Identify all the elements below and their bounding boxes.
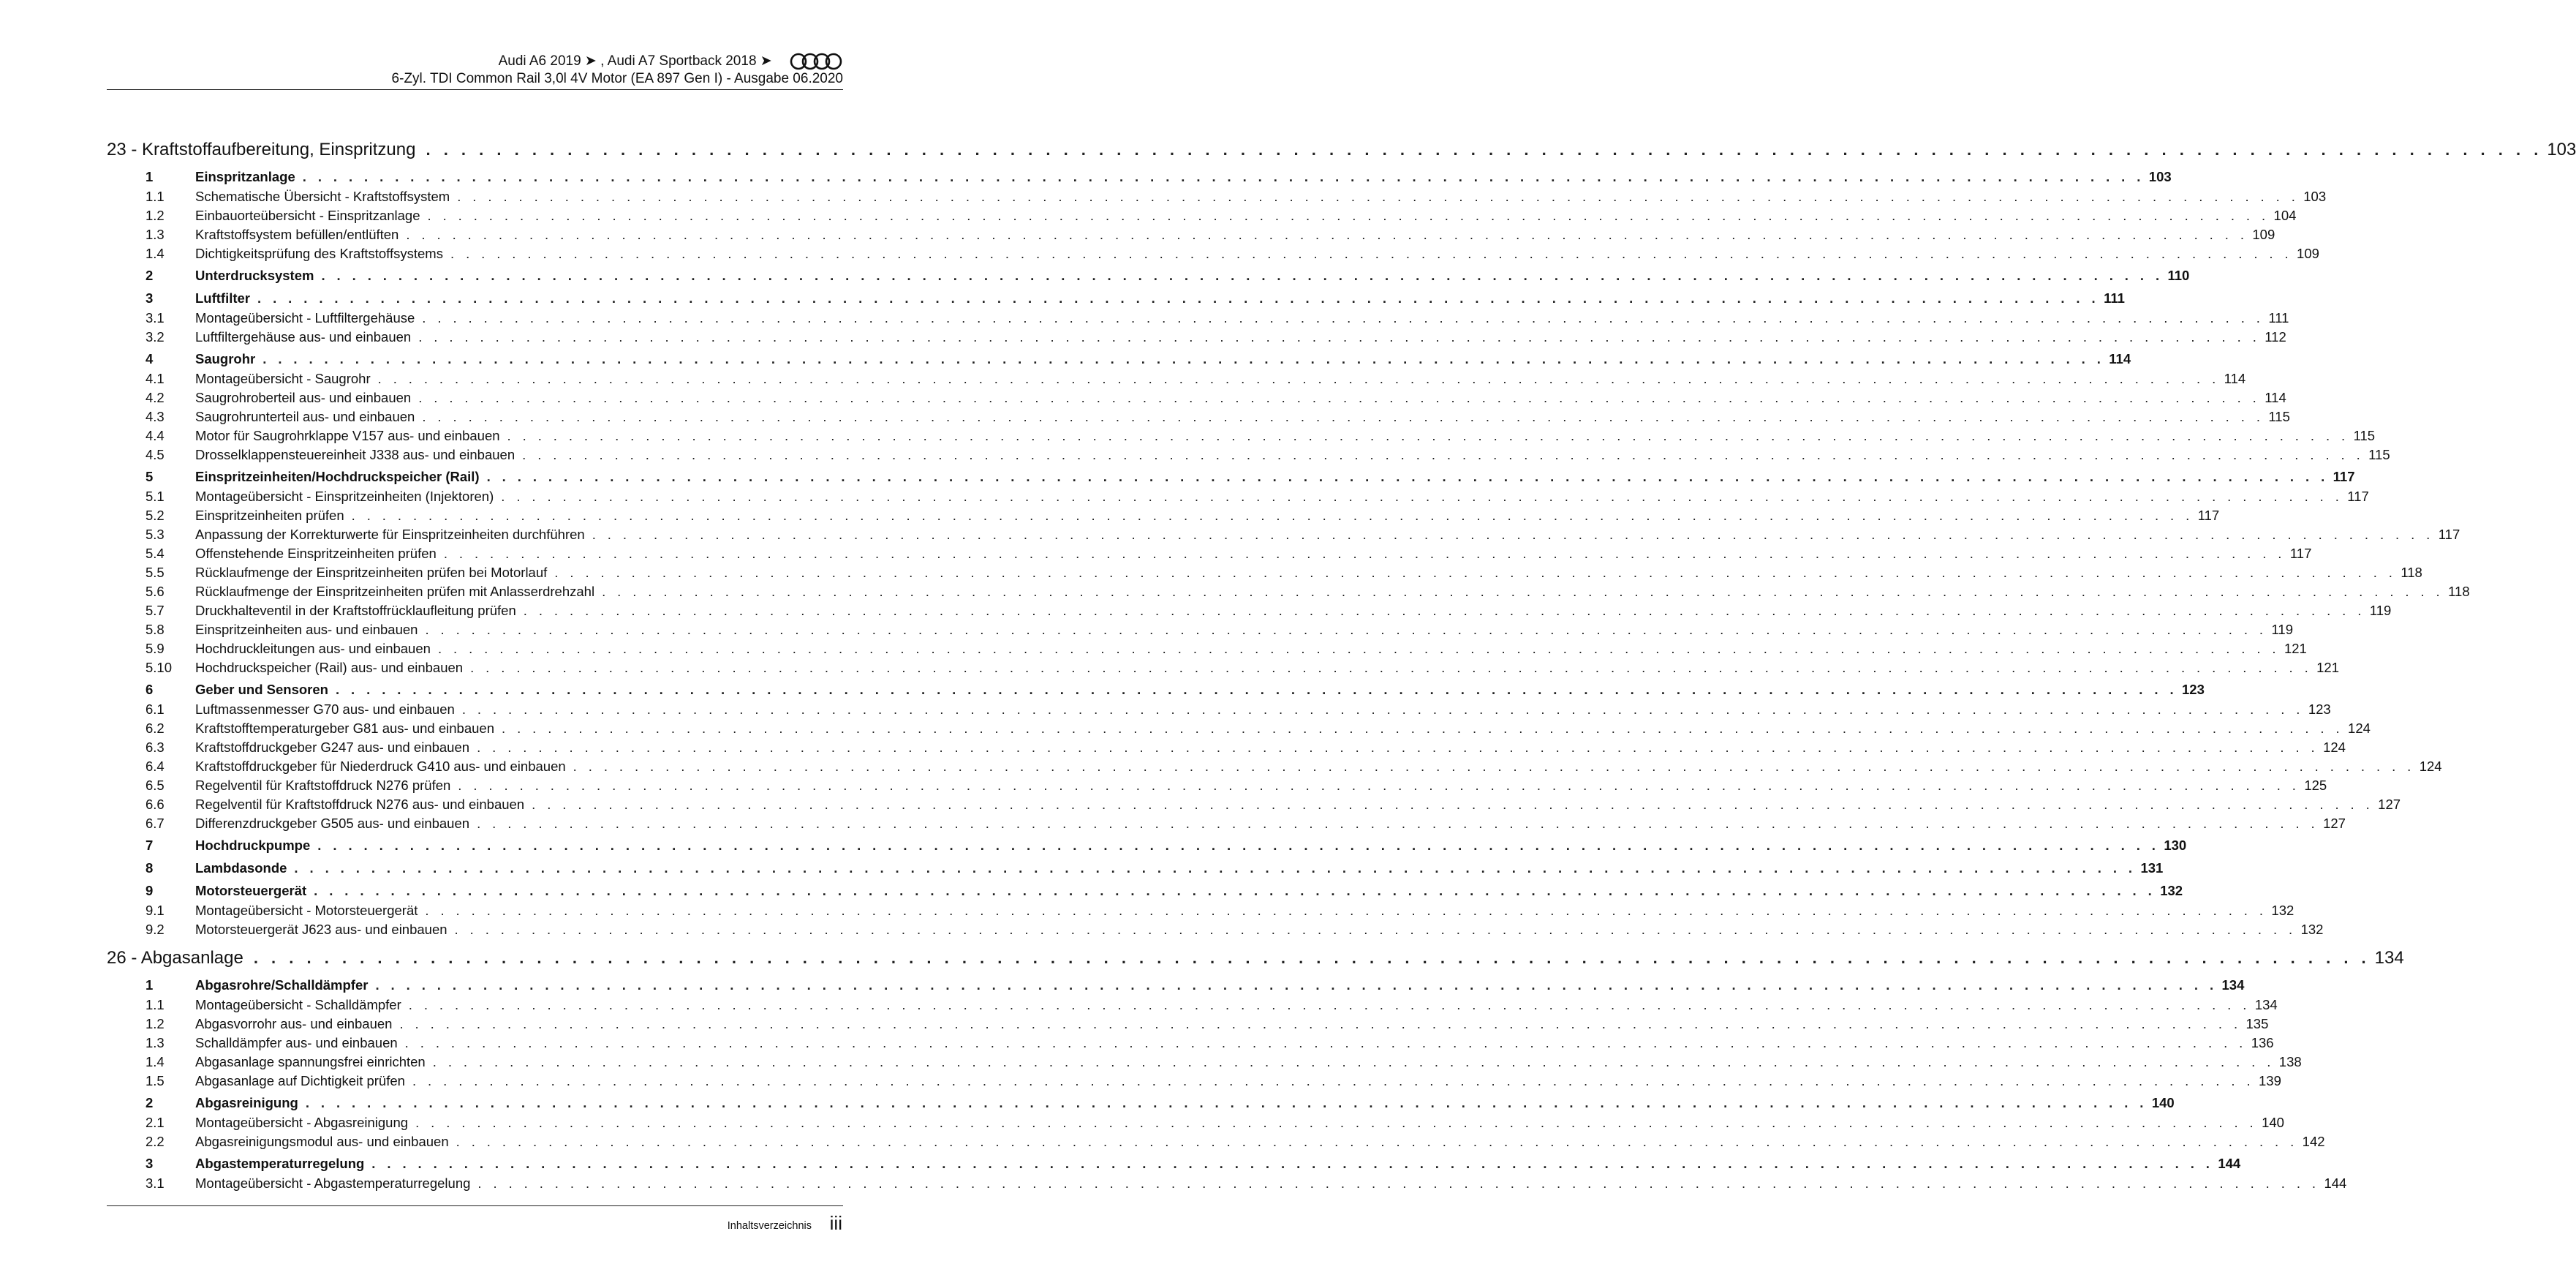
- entry-title: Montageübersicht - Motorsteuergerät: [195, 903, 418, 918]
- entry-page-number: 115: [2368, 447, 2390, 462]
- entry-number: 6.3: [146, 740, 165, 755]
- entry-number: 6.2: [146, 720, 165, 736]
- entry-title: Offenstehende Einspritzeinheiten prüfen: [195, 546, 437, 561]
- entry-page-number: 114: [2265, 390, 2286, 405]
- toc-section[interactable]: [107, 469, 2355, 489]
- entry-title: Motorsteuergerät J623 aus- und einbauen: [195, 922, 447, 937]
- dot-leader: . . . . . . . . . . . . . . . . . . . . . . . . . . . . . . . . . . . . . . . . . . . . . . . . . . . . . . . . . . . . . . . . . . . . . . . . . . . . . . . . . . . . . . . . . . . . . . . . . . . . . . . . . . . . . . . . . . . . . . . .: [461, 701, 2304, 717]
- entry-number: 3: [146, 290, 154, 306]
- entry-page-number: 103: [2547, 140, 2576, 159]
- entry-title: Montageübersicht - Luftfiltergehäuse: [195, 310, 415, 326]
- toc-subsection[interactable]: [107, 227, 2275, 246]
- dot-leader: . . . . . . . . . . . . . . . . . . . . . . . . . . . . . . . . . . . . . . . . . . . . . . . . . . . . . . . . . . . . . . . . . . . . . . . . . . . . . . . . . . . . . . . . . . . . . . . . . . . . . . . . . . . . . . . . . . . . . . . .: [426, 140, 2543, 159]
- entry-page-number: 142: [2302, 1134, 2325, 1149]
- entry-number: 1.4: [146, 246, 165, 261]
- entry-title: Differenzdruckgeber G505 aus- und einbauen: [195, 816, 470, 831]
- toc-chapter[interactable]: [107, 948, 2404, 974]
- dot-leader: . . . . . . . . . . . . . . . . . . . . . . . . . . . . . . . . . . . . . . . . . . . . . . . . . . . . . . . . . . . . . . . . . . . . . . . . . . . . . . . . . . . . . . . . . . . . . . . . . . . . . . . . . . . . . . . . . . . . . . . .: [253, 949, 2371, 967]
- dot-leader: . . . . . . . . . . . . . . . . . . . . . . . . . . . . . . . . . . . . . . . . . . . . . . . . . . . . . . . . . . . . . . . . . . . . . . . . . . . . . . . . . . . . . . . . . . . . . . . . . . . . . . . . . . . . . . . . . . . . . . . .: [454, 922, 2297, 937]
- toc-subsection[interactable]: [107, 660, 2340, 679]
- entry-number: 9: [146, 883, 154, 898]
- entry-page-number: 144: [2218, 1156, 2241, 1171]
- entry-title: Saugrohr: [195, 351, 256, 366]
- entry-page-number: 115: [2353, 428, 2376, 443]
- entry-title: Luftmassenmesser G70 aus- und einbauen: [195, 701, 455, 717]
- dot-leader: . . . . . . . . . . . . . . . . . . . . . . . . . . . . . . . . . . . . . . . . . . . . . . . . . . . . . . . . . . . . . . . . . . . . . . . . . . . . . . . . . . . . . . . . . . . . . . . . . . . . . . . . . . . . . . . . . . . . . . . .: [412, 1073, 2254, 1088]
- entry-title: Lambdasonde: [195, 860, 287, 876]
- toc-section[interactable]: [107, 977, 2245, 997]
- toc-subsection[interactable]: [107, 997, 2278, 1016]
- entry-title: Abgasanlage auf Dichtigkeit prüfen: [195, 1073, 405, 1088]
- toc-subsection[interactable]: [107, 778, 2327, 797]
- entry-title: Hochdruckspeicher (Rail) aus- und einbauen: [195, 660, 464, 675]
- entry-page-number: 124: [2419, 759, 2442, 774]
- entry-number: 1.2: [146, 1016, 165, 1031]
- entry-number: 4.2: [146, 390, 165, 405]
- dot-leader: . . . . . . . . . . . . . . . . . . . . . . . . . . . . . . . . . . . . . . . . . . . . . . . . . . . . . . . . . . . . . . . . . . . . . . . . . . . . . . . . . . . . . . . . . . . . . . . . . . . . . . . . . . . . . . . . . . . . . . . .: [314, 883, 2156, 898]
- entry-title: Montageübersicht - Abgastemperaturregelung: [195, 1175, 471, 1191]
- dot-leader: . . . . . . . . . . . . . . . . . . . . . . . . . . . . . . . . . . . . . . . . . . . . . . . . . . . . . . . . . . . . . . . . . . . . . . . . . . . . . . . . . . . . . . . . . . . . . . . . . . . . . . . . . . . . . . . . . . . . . . . .: [592, 527, 2434, 542]
- entry-page-number: 136: [2251, 1035, 2274, 1050]
- entry-number: 5.10: [146, 660, 173, 675]
- entry-number: 5.8: [146, 622, 165, 637]
- dot-leader: . . . . . . . . . . . . . . . . . . . . . . . . . . . . . . . . . . . . . . . . . . . . . . . . . . . . . . . . . . . . . . . . . . . . . . . . . . . . . . . . . . . . . . . . . . . . . . . . . . . . . . . . . . . . . . . . . . . . . . . .: [477, 1175, 2320, 1191]
- entry-number: 1.2: [146, 208, 165, 223]
- entry-page-number: 104: [2273, 208, 2297, 223]
- dot-leader: . . . . . . . . . . . . . . . . . . . . . . . . . . . . . . . . . . . . . . . . . . . . . . . . . . . . . . . . . . . . . . . . . . . . . . . . . . . . . . . . . . . . . . . . . . . . . . . . . . . . . . . . . . . . . . . . . . . . . . . .: [450, 246, 2293, 261]
- audi-rings-logo: [790, 51, 844, 72]
- dot-leader: . . . . . . . . . . . . . . . . . . . . . . . . . . . . . . . . . . . . . . . . . . . . . . . . . . . . . . . . . . . . . . . . . . . . . . . . . . . . . . . . . . . . . . . . . . . . . . . . . . . . . . . . . . . . . . . . . . . . . . . .: [457, 189, 2300, 204]
- toc-subsection[interactable]: [107, 1134, 2325, 1153]
- toc-chapter[interactable]: [107, 140, 2576, 166]
- dot-leader: . . . . . . . . . . . . . . . . . . . . . . . . . . . . . . . . . . . . . . . . . . . . . . . . . . . . . . . . . . . . . . . . . . . . . . . . . . . . . . . . . . . . . . . . . . . . . . . . . . . . . . . . . . . . . . . . . . . . . . . .: [501, 720, 2344, 736]
- entry-title: Montageübersicht - Einspritzeinheiten (Injektoren): [195, 489, 494, 504]
- toc-subsection[interactable]: [107, 329, 2286, 348]
- dot-leader: . . . . . . . . . . . . . . . . . . . . . . . . . . . . . . . . . . . . . . . . . . . . . . . . . . . . . . . . . . . . . . . . . . . . . . . . . . . . . . . . . . . . . . . . . . . . . . . . . . . . . . . . . . . . . . . . . . . . . . . .: [321, 268, 2164, 283]
- toc-subsection[interactable]: [107, 1054, 2302, 1073]
- toc-section[interactable]: [107, 860, 2164, 880]
- entry-title: Dichtigkeitsprüfung des Kraftstoffsystems: [195, 246, 443, 261]
- entry-page-number: 124: [2323, 740, 2346, 755]
- entry-number: 4.5: [146, 447, 165, 462]
- entry-title: Motor für Saugrohrklappe V157 aus- und einbauen: [195, 428, 500, 443]
- entry-title: Einspritzeinheiten/Hochdruckspeicher (Rail): [195, 469, 480, 484]
- header-divider: [107, 89, 843, 90]
- entry-page-number: 112: [2265, 329, 2286, 345]
- dot-leader: . . . . . . . . . . . . . . . . . . . . . . . . . . . . . . . . . . . . . . . . . . . . . . . . . . . . . . . . . . . . . . . . . . . . . . . . . . . . . . . . . . . . . . . . . . . . . . . . . . . . . . . . . . . . . . . . . . . . . . . .: [573, 759, 2415, 774]
- toc-subsection[interactable]: [107, 1073, 2281, 1092]
- entry-page-number: 111: [2268, 310, 2289, 326]
- toc-subsection[interactable]: [107, 1175, 2347, 1194]
- entry-page-number: 123: [2308, 701, 2331, 717]
- entry-number: 1: [146, 169, 154, 184]
- entry-title: Drosselklappensteuereinheit J338 aus- und einbauen: [195, 447, 515, 462]
- toc-section[interactable]: [107, 1156, 2241, 1175]
- toc-subsection[interactable]: [107, 622, 2293, 641]
- entry-page-number: 111: [2104, 290, 2125, 306]
- toc-subsection[interactable]: [107, 208, 2297, 227]
- toc-subsection[interactable]: [107, 310, 2289, 329]
- entry-page-number: 139: [2259, 1073, 2281, 1088]
- toc-subsection[interactable]: [107, 565, 2422, 584]
- entry-title: Rücklaufmenge der Einspritzeinheiten prüfen bei Motorlauf: [195, 565, 548, 580]
- entry-page-number: 138: [2278, 1054, 2302, 1069]
- entry-number: 3.1: [146, 1175, 165, 1191]
- entry-page-number: 132: [2271, 903, 2294, 918]
- dot-leader: . . . . . . . . . . . . . . . . . . . . . . . . . . . . . . . . . . . . . . . . . . . . . . . . . . . . . . . . . . . . . . . . . . . . . . . . . . . . . . . . . . . . . . . . . . . . . . . . . . . . . . . . . . . . . . . . . . . . . . . .: [294, 860, 2137, 876]
- page-header: [0, 51, 907, 95]
- entry-page-number: 121: [2316, 660, 2340, 675]
- toc-section[interactable]: [107, 1095, 2175, 1115]
- entry-page-number: 132: [2160, 883, 2183, 898]
- entry-page-number: 134: [2221, 977, 2245, 993]
- entry-number: 5.5: [146, 565, 165, 580]
- entry-number: 3.2: [146, 329, 165, 345]
- dot-leader: . . . . . . . . . . . . . . . . . . . . . . . . . . . . . . . . . . . . . . . . . . . . . . . . . . . . . . . . . . . . . . . . . . . . . . . . . . . . . . . . . . . . . . . . . . . . . . . . . . . . . . . . . . . . . . . . . . . . . . . .: [404, 1035, 2247, 1050]
- entry-page-number: 117: [2347, 489, 2369, 504]
- dot-leader: . . . . . . . . . . . . . . . . . . . . . . . . . . . . . . . . . . . . . . . . . . . . . . . . . . . . . . . . . . . . . . . . . . . . . . . . . . . . . . . . . . . . . . . . . . . . . . . . . . . . . . . . . . . . . . . . . . . . . . . .: [422, 310, 2265, 326]
- dot-leader: . . . . . . . . . . . . . . . . . . . . . . . . . . . . . . . . . . . . . . . . . . . . . . . . . . . . . . . . . . . . . . . . . . . . . . . . . . . . . . . . . . . . . . . . . . . . . . . . . . . . . . . . . . . . . . . . . . . . . . . .: [377, 371, 2220, 386]
- entry-page-number: 132: [2300, 922, 2324, 937]
- toc-subsection[interactable]: [107, 797, 2401, 816]
- entry-title: Saugrohrunterteil aus- und einbauen: [195, 409, 415, 424]
- dot-leader: . . . . . . . . . . . . . . . . . . . . . . . . . . . . . . . . . . . . . . . . . . . . . . . . . . . . . . . . . . . . . . . . . . . . . . . . . . . . . . . . . . . . . . . . . . . . . . . . . . . . . . . . . . . . . . . . . . . . . . . .: [523, 603, 2365, 618]
- entry-number: 1.1: [146, 997, 165, 1012]
- entry-title: Geber und Sensoren: [195, 682, 328, 697]
- toc-subsection[interactable]: [107, 701, 2331, 720]
- toc-subsection[interactable]: [107, 371, 2246, 390]
- dot-leader: . . . . . . . . . . . . . . . . . . . . . . . . . . . . . . . . . . . . . . . . . . . . . . . . . . . . . . . . . . . . . . . . . . . . . . . . . . . . . . . . . . . . . . . . . . . . . . . . . . . . . . . . . . . . . . . . . . . . . . . .: [406, 227, 2248, 242]
- dot-leader: . . . . . . . . . . . . . . . . . . . . . . . . . . . . . . . . . . . . . . . . . . . . . . . . . . . . . . . . . . . . . . . . . . . . . . . . . . . . . . . . . . . . . . . . . . . . . . . . . . . . . . . . . . . . . . . . . . . . . . . .: [305, 1095, 2148, 1110]
- dot-leader: . . . . . . . . . . . . . . . . . . . . . . . . . . . . . . . . . . . . . . . . . . . . . . . . . . . . . . . . . . . . . . . . . . . . . . . . . . . . . . . . . . . . . . . . . . . . . . . . . . . . . . . . . . . . . . . . . . . . . . . .: [415, 1115, 2258, 1130]
- entry-number: 4.4: [146, 428, 165, 443]
- entry-number: 9.1: [146, 903, 165, 918]
- entry-title: Unterdrucksystem: [195, 268, 314, 283]
- entry-title: Schalldämpfer aus- und einbauen: [195, 1035, 398, 1050]
- toc-subsection[interactable]: [107, 641, 2307, 660]
- entry-page-number: 103: [2148, 169, 2172, 184]
- entry-number: 5: [146, 469, 154, 484]
- toc-subsection[interactable]: [107, 603, 2392, 622]
- entry-page-number: 114: [2109, 351, 2131, 366]
- entry-page-number: 123: [2182, 682, 2205, 697]
- entry-page-number: 124: [2348, 720, 2371, 736]
- footer-page-number: iii: [829, 1212, 842, 1234]
- entry-number: 9.2: [146, 922, 165, 937]
- entry-title: Abgasvorrohr aus- und einbauen: [195, 1016, 393, 1031]
- entry-number: 7: [146, 838, 154, 853]
- entry-number: 6.4: [146, 759, 165, 774]
- dot-leader: . . . . . . . . . . . . . . . . . . . . . . . . . . . . . . . . . . . . . . . . . . . . . . . . . . . . . . . . . . . . . . . . . . . . . . . . . . . . . . . . . . . . . . . . . . . . . . . . . . . . . . . . . . . . . . . . . . . . . . . .: [501, 489, 2343, 504]
- entry-title: Luftfiltergehäuse aus- und einbauen: [195, 329, 412, 345]
- entry-title: Abgasanlage spannungsfrei einrichten: [195, 1054, 426, 1069]
- entry-page-number: 127: [2378, 797, 2401, 812]
- dot-leader: . . . . . . . . . . . . . . . . . . . . . . . . . . . . . . . . . . . . . . . . . . . . . . . . . . . . . . . . . . . . . . . . . . . . . . . . . . . . . . . . . . . . . . . . . . . . . . . . . . . . . . . . . . . . . . . . . . . . . . . .: [425, 903, 2267, 918]
- entry-number: 1.4: [146, 1054, 165, 1069]
- dot-leader: . . . . . . . . . . . . . . . . . . . . . . . . . . . . . . . . . . . . . . . . . . . . . . . . . . . . . . . . . . . . . . . . . . . . . . . . . . . . . . . . . . . . . . . . . . . . . . . . . . . . . . . . . . . . . . . . . . . . . . . .: [486, 469, 2329, 484]
- entry-title: Luftfilter: [195, 290, 251, 306]
- entry-number: 5.2: [146, 508, 165, 523]
- dot-leader: . . . . . . . . . . . . . . . . . . . . . . . . . . . . . . . . . . . . . . . . . . . . . . . . . . . . . . . . . . . . . . . . . . . . . . . . . . . . . . . . . . . . . . . . . . . . . . . . . . . . . . . . . . . . . . . . . . . . . . . .: [427, 208, 2270, 223]
- toc-section[interactable]: [107, 351, 2131, 371]
- entry-page-number: 144: [2324, 1175, 2347, 1191]
- entry-title: Kraftstoffsystem befüllen/entlüften: [195, 227, 399, 242]
- entry-title: Regelventil für Kraftstoffdruck N276 aus- und einbauen: [195, 797, 525, 812]
- toc-subsection[interactable]: [107, 546, 2312, 565]
- dot-leader: . . . . . . . . . . . . . . . . . . . . . . . . . . . . . . . . . . . . . . . . . . . . . . . . . . . . . . . . . . . . . . . . . . . . . . . . . . . . . . . . . . . . . . . . . . . . . . . . . . . . . . . . . . . . . . . . . . . . . . . .: [602, 584, 2444, 599]
- entry-title: Montageübersicht - Abgasreinigung: [195, 1115, 409, 1130]
- entry-title: Einspritzeinheiten aus- und einbauen: [195, 622, 418, 637]
- entry-number: 6.1: [146, 701, 165, 717]
- dot-leader: . . . . . . . . . . . . . . . . . . . . . . . . . . . . . . . . . . . . . . . . . . . . . . . . . . . . . . . . . . . . . . . . . . . . . . . . . . . . . . . . . . . . . . . . . . . . . . . . . . . . . . . . . . . . . . . . . . . . . . . .: [335, 682, 2178, 697]
- dot-leader: . . . . . . . . . . . . . . . . . . . . . . . . . . . . . . . . . . . . . . . . . . . . . . . . . . . . . . . . . . . . . . . . . . . . . . . . . . . . . . . . . . . . . . . . . . . . . . . . . . . . . . . . . . . . . . . . . . . . . . . .: [371, 1156, 2214, 1171]
- dot-leader: . . . . . . . . . . . . . . . . . . . . . . . . . . . . . . . . . . . . . . . . . . . . . . . . . . . . . . . . . . . . . . . . . . . . . . . . . . . . . . . . . . . . . . . . . . . . . . . . . . . . . . . . . . . . . . . . . . . . . . . .: [470, 660, 2313, 675]
- table-of-contents: [107, 140, 2576, 1194]
- header-vehicle-line: [239, 53, 839, 69]
- dot-leader: . . . . . . . . . . . . . . . . . . . . . . . . . . . . . . . . . . . . . . . . . . . . . . . . . . . . . . . . . . . . . . . . . . . . . . . . . . . . . . . . . . . . . . . . . . . . . . . . . . . . . . . . . . . . . . . . . . . . . . . .: [554, 565, 2397, 580]
- toc-subsection[interactable]: [107, 720, 2371, 740]
- entry-number: 2: [146, 268, 154, 283]
- toc-subsection[interactable]: [107, 759, 2442, 778]
- toc-section[interactable]: [107, 682, 2205, 701]
- entry-number: 3.1: [146, 310, 165, 326]
- entry-title: Kraftstoffdruckgeber für Niederdruck G410 aus- und einbauen: [195, 759, 566, 774]
- dot-leader: . . . . . . . . . . . . . . . . . . . . . . . . . . . . . . . . . . . . . . . . . . . . . . . . . . . . . . . . . . . . . . . . . . . . . . . . . . . . . . . . . . . . . . . . . . . . . . . . . . . . . . . . . . . . . . . . . . . . . . . .: [456, 1134, 2298, 1149]
- toc-subsection[interactable]: [107, 740, 2346, 759]
- toc-subsection[interactable]: [107, 428, 2376, 447]
- entry-number: 1: [146, 977, 154, 993]
- entry-page-number: 134: [2374, 948, 2404, 968]
- dot-leader: . . . . . . . . . . . . . . . . . . . . . . . . . . . . . . . . . . . . . . . . . . . . . . . . . . . . . . . . . . . . . . . . . . . . . . . . . . . . . . . . . . . . . . . . . . . . . . . . . . . . . . . . . . . . . . . . . . . . . . . .: [351, 508, 2194, 523]
- entry-number: 1.3: [146, 1035, 165, 1050]
- toc-section[interactable]: [107, 838, 2187, 857]
- dot-leader: . . . . . . . . . . . . . . . . . . . . . . . . . . . . . . . . . . . . . . . . . . . . . . . . . . . . . . . . . . . . . . . . . . . . . . . . . . . . . . . . . . . . . . . . . . . . . . . . . . . . . . . . . . . . . . . . . . . . . . . .: [458, 778, 2300, 793]
- entry-title: Anpassung der Korrekturwerte für Einspritzeinheiten durchführen: [195, 527, 585, 542]
- toc-subsection[interactable]: [107, 816, 2346, 835]
- entry-number: 5.7: [146, 603, 165, 618]
- entry-page-number: 134: [2254, 997, 2278, 1012]
- header-vehicle-text: Audi A6 2019 ➤ , Audi A7 Sportback 2018 ➤: [498, 53, 772, 69]
- entry-title: Rücklaufmenge der Einspritzeinheiten prüfen mit Anlasserdrehzahl: [195, 584, 595, 599]
- entry-title: 26 - Abgasanlage: [107, 948, 243, 968]
- entry-title: Abgastemperaturregelung: [195, 1156, 365, 1171]
- dot-leader: . . . . . . . . . . . . . . . . . . . . . . . . . . . . . . . . . . . . . . . . . . . . . . . . . . . . . . . . . . . . . . . . . . . . . . . . . . . . . . . . . . . . . . . . . . . . . . . . . . . . . . . . . . . . . . . . . . . . . . . .: [507, 428, 2349, 443]
- dot-leader: . . . . . . . . . . . . . . . . . . . . . . . . . . . . . . . . . . . . . . . . . . . . . . . . . . . . . . . . . . . . . . . . . . . . . . . . . . . . . . . . . . . . . . . . . . . . . . . . . . . . . . . . . . . . . . . . . . . . . . . .: [422, 409, 2265, 424]
- entry-title: Einspritzanlage: [195, 169, 295, 184]
- toc-subsection[interactable]: [107, 922, 2324, 941]
- entry-title: Abgasrohre/Schalldämpfer: [195, 977, 369, 993]
- entry-page-number: 121: [2284, 641, 2307, 656]
- dot-leader: . . . . . . . . . . . . . . . . . . . . . . . . . . . . . . . . . . . . . . . . . . . . . . . . . . . . . . . . . . . . . . . . . . . . . . . . . . . . . . . . . . . . . . . . . . . . . . . . . . . . . . . . . . . . . . . . . . . . . . . .: [418, 390, 2261, 405]
- toc-subsection[interactable]: [107, 409, 2290, 428]
- dot-leader: . . . . . . . . . . . . . . . . . . . . . . . . . . . . . . . . . . . . . . . . . . . . . . . . . . . . . . . . . . . . . . . . . . . . . . . . . . . . . . . . . . . . . . . . . . . . . . . . . . . . . . . . . . . . . . . . . . . . . . . .: [257, 290, 2100, 306]
- entry-title: Montageübersicht - Schalldämpfer: [195, 997, 401, 1012]
- entry-page-number: 119: [2369, 603, 2392, 618]
- entry-number: 4.3: [146, 409, 165, 424]
- entry-page-number: 117: [2289, 546, 2312, 561]
- dot-leader: . . . . . . . . . . . . . . . . . . . . . . . . . . . . . . . . . . . . . . . . . . . . . . . . . . . . . . . . . . . . . . . . . . . . . . . . . . . . . . . . . . . . . . . . . . . . . . . . . . . . . . . . . . . . . . . . . . . . . . . .: [477, 740, 2319, 755]
- dot-leader: . . . . . . . . . . . . . . . . . . . . . . . . . . . . . . . . . . . . . . . . . . . . . . . . . . . . . . . . . . . . . . . . . . . . . . . . . . . . . . . . . . . . . . . . . . . . . . . . . . . . . . . . . . . . . . . . . . . . . . . .: [522, 447, 2365, 462]
- dot-leader: . . . . . . . . . . . . . . . . . . . . . . . . . . . . . . . . . . . . . . . . . . . . . . . . . . . . . . . . . . . . . . . . . . . . . . . . . . . . . . . . . . . . . . . . . . . . . . . . . . . . . . . . . . . . . . . . . . . . . . . .: [425, 622, 2267, 637]
- toc-subsection[interactable]: [107, 508, 2220, 527]
- footer-divider: [107, 1205, 843, 1206]
- entry-title: Saugrohroberteil aus- und einbauen: [195, 390, 412, 405]
- entry-number: 3: [146, 1156, 154, 1171]
- dot-leader: . . . . . . . . . . . . . . . . . . . . . . . . . . . . . . . . . . . . . . . . . . . . . . . . . . . . . . . . . . . . . . . . . . . . . . . . . . . . . . . . . . . . . . . . . . . . . . . . . . . . . . . . . . . . . . . . . . . . . . . .: [375, 977, 2218, 993]
- entry-page-number: 114: [2224, 371, 2246, 386]
- entry-page-number: 109: [2252, 227, 2275, 242]
- entry-title: Einbauorteübersicht - Einspritzanlage: [195, 208, 420, 223]
- entry-title: Einspritzeinheiten prüfen: [195, 508, 344, 523]
- entry-number: 6: [146, 682, 154, 697]
- entry-number: 1.3: [146, 227, 165, 242]
- dot-leader: . . . . . . . . . . . . . . . . . . . . . . . . . . . . . . . . . . . . . . . . . . . . . . . . . . . . . . . . . . . . . . . . . . . . . . . . . . . . . . . . . . . . . . . . . . . . . . . . . . . . . . . . . . . . . . . . . . . . . . . .: [408, 997, 2251, 1012]
- entry-page-number: 115: [2268, 409, 2290, 424]
- toc-section[interactable]: [107, 290, 2125, 310]
- entry-page-number: 135: [2245, 1016, 2269, 1031]
- dot-leader: . . . . . . . . . . . . . . . . . . . . . . . . . . . . . . . . . . . . . . . . . . . . . . . . . . . . . . . . . . . . . . . . . . . . . . . . . . . . . . . . . . . . . . . . . . . . . . . . . . . . . . . . . . . . . . . . . . . . . . . .: [317, 838, 2160, 853]
- entry-number: 5.9: [146, 641, 165, 656]
- entry-title: Abgasreinigungsmodul aus- und einbauen: [195, 1134, 449, 1149]
- dot-leader: . . . . . . . . . . . . . . . . . . . . . . . . . . . . . . . . . . . . . . . . . . . . . . . . . . . . . . . . . . . . . . . . . . . . . . . . . . . . . . . . . . . . . . . . . . . . . . . . . . . . . . . . . . . . . . . . . . . . . . . .: [477, 816, 2319, 831]
- entry-title: Motorsteuergerät: [195, 883, 307, 898]
- dot-leader: . . . . . . . . . . . . . . . . . . . . . . . . . . . . . . . . . . . . . . . . . . . . . . . . . . . . . . . . . . . . . . . . . . . . . . . . . . . . . . . . . . . . . . . . . . . . . . . . . . . . . . . . . . . . . . . . . . . . . . . .: [418, 329, 2261, 345]
- toc-section[interactable]: [107, 268, 2190, 287]
- dot-leader: . . . . . . . . . . . . . . . . . . . . . . . . . . . . . . . . . . . . . . . . . . . . . . . . . . . . . . . . . . . . . . . . . . . . . . . . . . . . . . . . . . . . . . . . . . . . . . . . . . . . . . . . . . . . . . . . . . . . . . . .: [432, 1054, 2275, 1069]
- entry-title: Schematische Übersicht - Kraftstoffsystem: [195, 189, 450, 204]
- entry-number: 1.1: [146, 189, 165, 204]
- entry-title: Montageübersicht - Saugrohr: [195, 371, 371, 386]
- entry-number: 2: [146, 1095, 154, 1110]
- dot-leader: . . . . . . . . . . . . . . . . . . . . . . . . . . . . . . . . . . . . . . . . . . . . . . . . . . . . . . . . . . . . . . . . . . . . . . . . . . . . . . . . . . . . . . . . . . . . . . . . . . . . . . . . . . . . . . . . . . . . . . . .: [302, 169, 2145, 184]
- dot-leader: . . . . . . . . . . . . . . . . . . . . . . . . . . . . . . . . . . . . . . . . . . . . . . . . . . . . . . . . . . . . . . . . . . . . . . . . . . . . . . . . . . . . . . . . . . . . . . . . . . . . . . . . . . . . . . . . . . . . . . . .: [532, 797, 2374, 812]
- entry-page-number: 130: [2164, 838, 2187, 853]
- dot-leader: . . . . . . . . . . . . . . . . . . . . . . . . . . . . . . . . . . . . . . . . . . . . . . . . . . . . . . . . . . . . . . . . . . . . . . . . . . . . . . . . . . . . . . . . . . . . . . . . . . . . . . . . . . . . . . . . . . . . . . . .: [262, 351, 2105, 366]
- entry-page-number: 117: [2333, 469, 2355, 484]
- toc-subsection[interactable]: [107, 189, 2327, 208]
- entry-page-number: 140: [2151, 1095, 2175, 1110]
- entry-number: 2.2: [146, 1134, 165, 1149]
- entry-number: 8: [146, 860, 154, 876]
- entry-title: 23 - Kraftstoffaufbereitung, Einspritzung: [107, 140, 416, 159]
- toc-section[interactable]: [107, 883, 2183, 903]
- toc-section[interactable]: [107, 169, 2172, 189]
- toc-subsection[interactable]: [107, 447, 2390, 466]
- entry-title: Druckhalteventil in der Kraftstoffrücklaufleitung prüfen: [195, 603, 516, 618]
- entry-number: 1.5: [146, 1073, 165, 1088]
- entry-title: Regelventil für Kraftstoffdruck N276 prüfen: [195, 778, 451, 793]
- entry-page-number: 119: [2271, 622, 2293, 637]
- toc-subsection[interactable]: [107, 489, 2369, 508]
- entry-number: 6.5: [146, 778, 165, 793]
- toc-subsection[interactable]: [107, 527, 2460, 546]
- toc-subsection[interactable]: [107, 1035, 2274, 1054]
- entry-number: 5.6: [146, 584, 165, 599]
- entry-page-number: 125: [2304, 778, 2327, 793]
- footer-label: Inhaltsverzeichnis: [727, 1220, 812, 1232]
- dot-leader: . . . . . . . . . . . . . . . . . . . . . . . . . . . . . . . . . . . . . . . . . . . . . . . . . . . . . . . . . . . . . . . . . . . . . . . . . . . . . . . . . . . . . . . . . . . . . . . . . . . . . . . . . . . . . . . . . . . . . . . .: [437, 641, 2280, 656]
- toc-subsection[interactable]: [107, 1016, 2269, 1035]
- dot-leader: . . . . . . . . . . . . . . . . . . . . . . . . . . . . . . . . . . . . . . . . . . . . . . . . . . . . . . . . . . . . . . . . . . . . . . . . . . . . . . . . . . . . . . . . . . . . . . . . . . . . . . . . . . . . . . . . . . . . . . . .: [443, 546, 2286, 561]
- toc-subsection[interactable]: [107, 246, 2319, 265]
- toc-subsection[interactable]: [107, 903, 2294, 922]
- entry-number: 5.4: [146, 546, 165, 561]
- header-engine-line: 6-Zyl. TDI Common Rail 3,0l 4V Motor (EA 897 Gen I) - Ausgabe 06.2020: [391, 71, 843, 86]
- chapter-gap: [107, 941, 843, 948]
- entry-number: 5.1: [146, 489, 165, 504]
- entry-number: 6.6: [146, 797, 165, 812]
- dot-leader: . . . . . . . . . . . . . . . . . . . . . . . . . . . . . . . . . . . . . . . . . . . . . . . . . . . . . . . . . . . . . . . . . . . . . . . . . . . . . . . . . . . . . . . . . . . . . . . . . . . . . . . . . . . . . . . . . . . . . . . .: [399, 1016, 2242, 1031]
- entry-page-number: 131: [2140, 860, 2164, 876]
- entry-page-number: 127: [2323, 816, 2346, 831]
- entry-page-number: 118: [2401, 565, 2422, 580]
- entry-number: 4: [146, 351, 154, 366]
- entry-page-number: 140: [2262, 1115, 2284, 1130]
- toc-subsection[interactable]: [107, 390, 2286, 409]
- entry-number: 2.1: [146, 1115, 165, 1130]
- entry-title: Hochdruckleitungen aus- und einbauen: [195, 641, 431, 656]
- entry-number: 4.1: [146, 371, 165, 386]
- entry-title: Hochdruckpumpe: [195, 838, 311, 853]
- toc-subsection[interactable]: [107, 1115, 2284, 1134]
- entry-page-number: 117: [2438, 527, 2460, 542]
- entry-title: Kraftstoffdruckgeber G247 aus- und einbauen: [195, 740, 470, 755]
- entry-title: Abgasreinigung: [195, 1095, 298, 1110]
- entry-page-number: 109: [2297, 246, 2319, 261]
- toc-subsection[interactable]: [107, 584, 2470, 603]
- entry-number: 5.3: [146, 527, 165, 542]
- entry-page-number: 110: [2167, 268, 2190, 283]
- entry-page-number: 117: [2197, 508, 2220, 523]
- entry-title: Kraftstofftemperaturgeber G81 aus- und einbauen: [195, 720, 494, 736]
- entry-page-number: 103: [2303, 189, 2327, 204]
- entry-page-number: 118: [2448, 584, 2470, 599]
- entry-number: 6.7: [146, 816, 165, 831]
